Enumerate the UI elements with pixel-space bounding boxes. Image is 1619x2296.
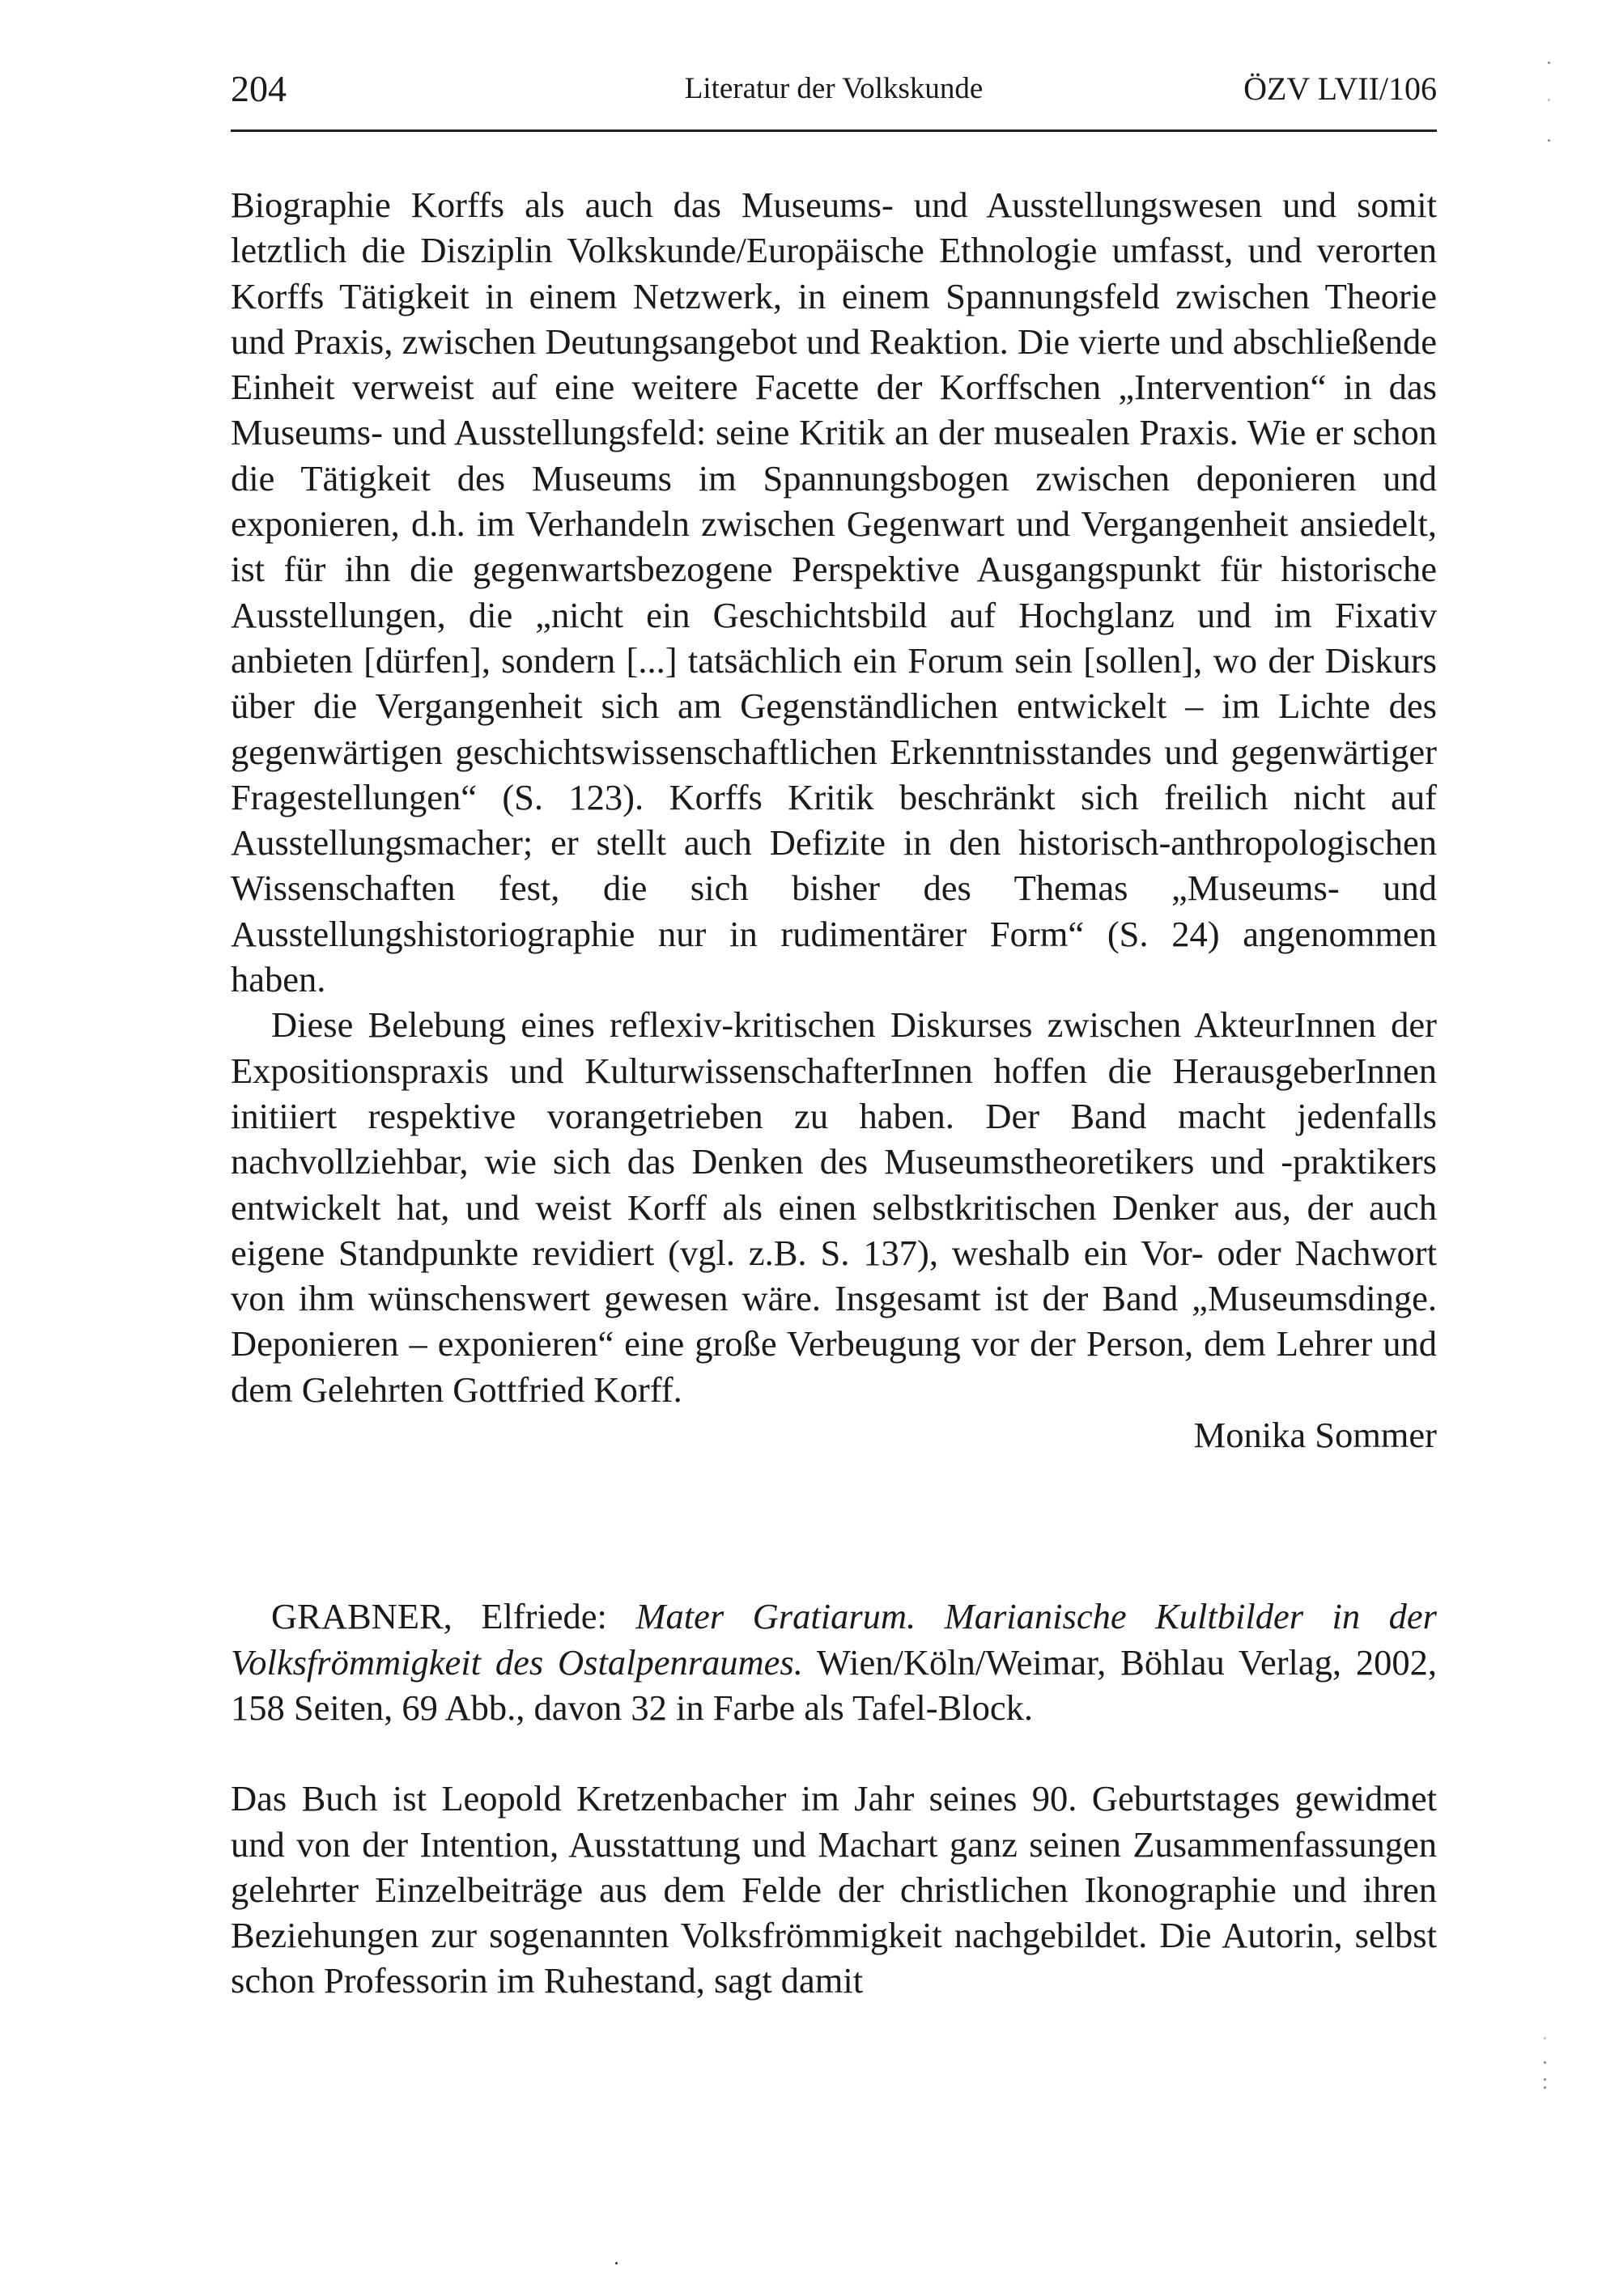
scan-artifact <box>1544 2037 1546 2039</box>
scan-artifact <box>1544 2086 1546 2089</box>
review-monika-sommer <box>231 182 1437 1458</box>
section-title: Literatur der Volkskunde <box>684 72 984 105</box>
book-citation <box>231 1594 1437 1730</box>
header-rule <box>231 129 1437 132</box>
scan-artifact <box>1544 2061 1546 2064</box>
scan-artifact <box>1548 62 1550 64</box>
page-number: 204 <box>231 68 287 109</box>
running-head <box>231 65 1437 113</box>
scan-artifact <box>615 2262 618 2264</box>
scan-artifact <box>1544 2078 1546 2081</box>
review-grabner <box>231 1776 1437 2003</box>
citation-author: GRABNER, Elfriede: <box>271 1596 607 1637</box>
scan-artifact <box>1548 99 1550 101</box>
review-paragraph: Diese Belebung eines reflexiv-kritischen Diskurses zwischen AkteurInnen der Expositionspraxis und KulturwissenschafterInnen hoffen die HerausgeberInnen initiiert respektive vorangetrieben zu haben. Der Band macht jedenfalls nachvollziehbar, wie sich das Denken des Museumstheoretikers und -praktikers entwickelt hat, und weist Korff als einen selbstkritischen Denker aus, der auch eigene Standpunkte revidiert (vgl. z.B. S. 137), weshalb ein Vor- oder Nachwort von ihm wünschenswert gewesen wäre. Insgesamt ist der Band „Museumsdinge. Deponieren – exponieren“ eine große Verbeugung vor der Person, dem Lehrer und dem Gelehrten Gottfried Korff. <box>231 1004 1437 1410</box>
citation-publication: Wien/Köln/Weimar, Böhlau Verlag, 2002, 158 Seiten, 69 Abb., davon 32 in Farbe als Tafel-Block. <box>231 1641 1437 1728</box>
book-page <box>231 65 1437 2004</box>
review-paragraph: Biographie Korffs als auch das Museums- und Ausstellungswesen und somit letztlich die Disziplin Volkskunde/Europäische Ethnologie umfasst, und verorten Korffs Tätigkeit in einem Netzwerk, in einem Spannungsfeld zwischen Theorie und Praxis, zwischen Deutungsangebot und Reaktion. Die vierte und abschließende Einheit verweist auf eine weitere Facette der Korffschen „Intervention“ in das Museums- und Ausstellungsfeld: seine Kritik an der musealen Praxis. Wie er schon die Tätigkeit des Museums im Spannungsbogen zwischen deponieren und exponieren, d.h. im Verhandeln zwischen Gegenwart und Vergangenheit ansiedelt, ist für ihn die gegenwartsbezogene Perspektive Ausgangspunkt für historische Ausstellungen, die „nicht ein Geschichtsbild auf Hochglanz und im Fixativ anbieten [dürfen], sondern [...] tatsächlich ein Forum sein [sollen], wo der Diskurs über die Vergangenheit sich am Gegenständlichen entwickelt – im Lichte des gegenwärtigen geschichtswissenschaftlichen Erkenntnisstandes und gegenwärtiger Fragestellungen“ (S. 123). Korffs Kritik beschränkt sich freilich nicht auf Ausstellungsmacher; er stellt auch Defizite in den historisch-anthropologischen Wissenschaften fest, die sich bisher des Themas „Museums- und Ausstellungshistoriographie nur in rudimentärer Form“ (S. 24) angenommen haben. <box>231 185 1437 1000</box>
scan-artifact <box>1548 139 1550 142</box>
journal-reference: ÖZV LVII/106 <box>1243 70 1437 107</box>
review-paragraph: Das Buch ist Leopold Kretzenbacher im Jahr seines 90. Geburtstages gewidmet und von der Intention, Ausstattung und Machart ganz seinen Zusammenfassungen gelehrter Einzelbeiträge aus dem Felde der christlichen Ikonographie und ihren Beziehungen zur sogenannten Volksfrömmigkeit nachgebildet. Die Autorin, selbst schon Professorin im Ruhestand, sagt damit <box>231 1778 1437 2001</box>
reviewer-signature: Monika Sommer <box>1193 1415 1437 1456</box>
citation-title: Mater Gratiarum. Marianische Kultbilder in der Volksfrömmigkeit des Ostalpenraumes. <box>231 1596 1437 1683</box>
